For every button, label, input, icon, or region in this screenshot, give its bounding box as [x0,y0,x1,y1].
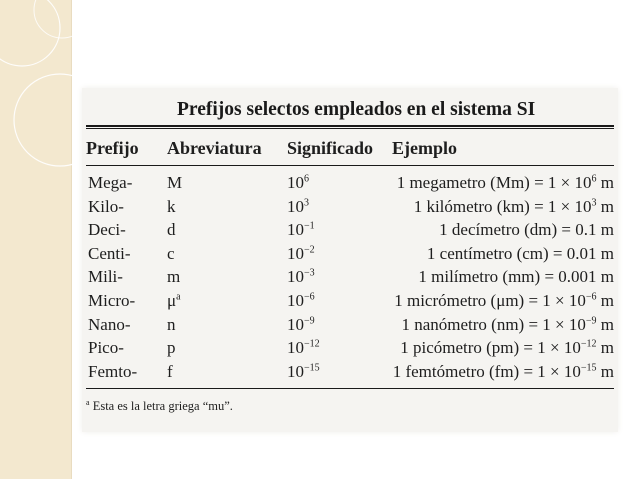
row-prefijo: Centi- [88,243,131,263]
abreviatura-symbol: μ [167,291,177,310]
significado-exponent: −6 [304,291,315,303]
abreviatura-symbol: d [167,220,176,240]
row-ejemplo [427,244,614,264]
abreviatura-symbol: m [167,267,181,287]
footnote-marker: a [86,398,90,407]
significado-base: 10 [287,196,304,216]
row-prefijo: Mega- [88,173,133,192]
top-rule-thin [86,128,614,129]
row-ejemplo [393,362,614,382]
ejemplo-exponent: −6 [585,291,597,303]
ejemplo-text: 1 nanómetro (nm) = 1 × 10 [401,314,586,334]
ejemplo-exponent: −12 [580,338,597,350]
significado-exponent: −9 [304,314,315,326]
abreviatura-symbol: f [167,361,173,381]
ejemplo-unit: m [596,314,614,334]
significado-base: 10 [287,291,304,310]
row-significado [287,244,315,264]
row-abreviatura [167,220,176,240]
ejemplo-unit: m [596,173,614,192]
ejemplo-text: 1 femtómetro (fm) = 1 × 10 [392,361,581,381]
row-abreviatura [167,362,173,382]
significado-exponent: −2 [304,244,315,256]
row-prefijo: Kilo- [88,196,124,216]
row-prefijo: Mili- [88,267,123,287]
row-significado [287,315,315,335]
significado-base: 10 [287,243,304,263]
row-ejemplo [418,267,614,287]
ejemplo-exponent: −15 [580,362,597,374]
ejemplo-unit: m [596,338,614,358]
footnote-text: Esta es la letra griega “mu”. [92,399,233,414]
ejemplo-exponent: 6 [591,173,597,185]
row-significado [287,173,309,193]
row-significado [287,362,320,382]
row-ejemplo [439,220,614,240]
footnote [86,398,233,414]
ejemplo-text: 1 decímetro (dm) = 0.1 m [439,220,614,240]
significado-exponent: 3 [304,196,309,208]
ejemplo-exponent: −9 [585,314,597,326]
row-significado [287,220,315,240]
row-abreviatura [167,197,176,217]
abreviatura-symbol: M [167,173,183,192]
abreviatura-symbol: c [167,243,175,263]
significado-exponent: −3 [304,267,315,279]
ejemplo-text: 1 milímetro (mm) = 0.001 m [418,267,614,287]
row-significado [287,338,320,358]
row-prefijo: Pico- [88,338,124,358]
row-ejemplo [397,173,614,193]
ejemplo-unit: m [596,361,614,381]
row-ejemplo [414,197,614,217]
row-prefijo: Nano- [88,314,131,334]
row-prefijo: Femto- [88,361,138,381]
ejemplo-unit: m [596,196,614,216]
row-ejemplo [394,291,614,311]
bottom-rule [86,388,614,389]
row-abreviatura [167,244,175,264]
row-abreviatura [167,173,182,193]
significado-exponent: −12 [304,338,320,350]
significado-base: 10 [287,267,304,287]
significado-base: 10 [287,338,304,358]
row-abreviatura [167,267,180,287]
top-rule [86,125,614,127]
row-significado [287,267,315,287]
ejemplo-unit: m [596,291,614,310]
abreviatura-footnote-marker: a [176,291,181,303]
row-significado [287,291,315,311]
row-abreviatura [167,291,181,311]
abreviatura-symbol: p [167,338,176,358]
abreviatura-symbol: k [167,196,176,216]
row-abreviatura [167,338,176,358]
row-ejemplo [401,315,614,335]
header-prefijo: Prefijo [86,138,139,158]
header-significado: Significado [287,138,374,158]
significado-base: 10 [287,314,304,334]
header-rule [86,165,614,166]
ejemplo-text: 1 megametro (Mm) = 1 × 10 [396,173,592,192]
row-ejemplo [400,338,614,358]
ejemplo-text: 1 kilómetro (km) = 1 × 10 [413,196,592,216]
row-prefijo: Micro- [88,291,136,310]
header-abreviatura: Abreviatura [167,138,262,158]
ejemplo-text: 1 micrómetro (μm) = 1 × 10 [394,291,586,310]
table-title: Prefijos selectos empleados en el sistema SI [177,99,536,120]
abreviatura-symbol: n [167,314,176,334]
ejemplo-exponent: 3 [591,196,597,208]
significado-exponent: −1 [304,220,315,232]
row-abreviatura [167,315,176,335]
row-prefijo: Deci- [88,220,126,240]
significado-base: 10 [287,361,304,381]
row-significado [287,197,309,217]
significado-base: 10 [287,220,304,240]
significado-exponent: 6 [304,173,309,185]
header-ejemplo: Ejemplo [392,138,457,158]
ejemplo-text: 1 picómetro (pm) = 1 × 10 [400,338,581,358]
ejemplo-text: 1 centímetro (cm) = 0.01 m [426,243,614,263]
significado-exponent: −15 [304,362,320,374]
significado-base: 10 [287,173,304,192]
